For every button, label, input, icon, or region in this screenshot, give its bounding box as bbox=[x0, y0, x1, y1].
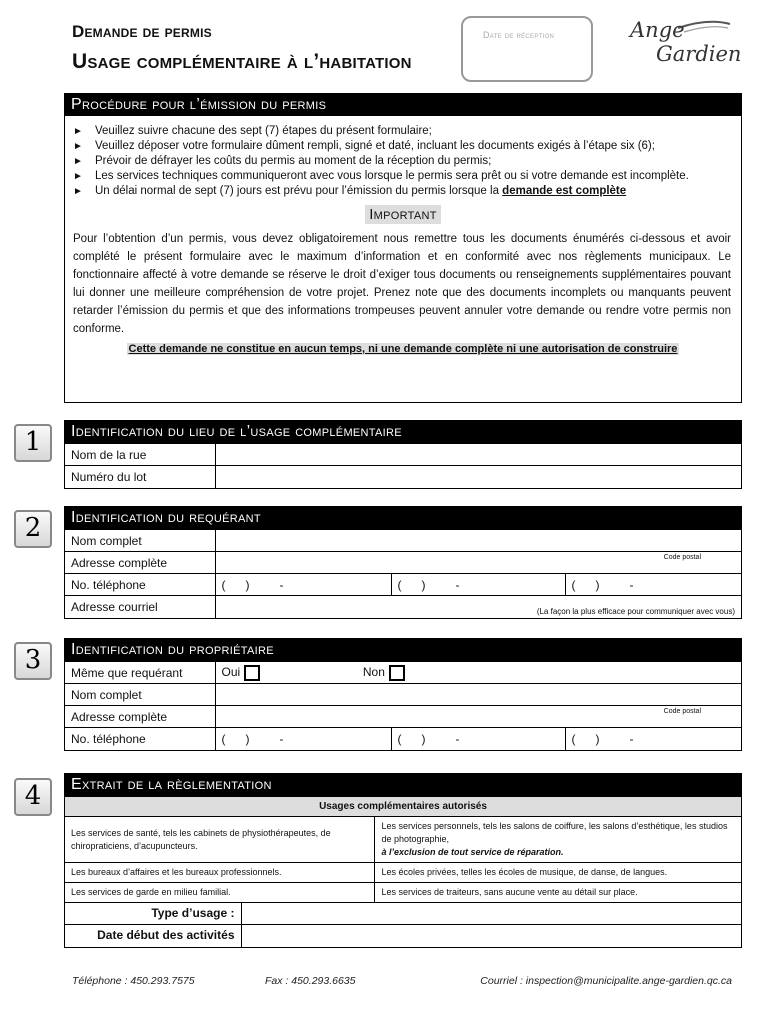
oui-label: Oui bbox=[221, 664, 241, 679]
proprietaire-adresse-field[interactable] bbox=[215, 706, 741, 728]
table-cell: Les écoles privées, telles les écoles de musique, de danse, de langues. bbox=[375, 863, 741, 883]
oui-checkbox[interactable] bbox=[244, 665, 260, 681]
meme-label: Même que requérant bbox=[65, 662, 215, 684]
table-cell-emphasis: à l’exclusion de tout service de réparation. bbox=[381, 847, 564, 857]
step-3-badge: 3 bbox=[14, 642, 52, 680]
code-postal-label: Code postal bbox=[663, 708, 701, 715]
phone-field-2[interactable]: ( ) - bbox=[391, 728, 565, 750]
type-usage-label: Type d’usage : bbox=[65, 903, 241, 925]
step-4-badge: 4 bbox=[14, 778, 52, 816]
phone-field-3[interactable]: ( ) - bbox=[565, 728, 741, 750]
phone-field-1[interactable]: ( ) - bbox=[215, 728, 391, 750]
section-2 bbox=[64, 506, 742, 619]
table-cell: Les services de garde en milieu familial. bbox=[65, 883, 375, 903]
phone-field-1[interactable]: ( ) - bbox=[215, 574, 391, 596]
section-4-heading: Extrait de la règlementation bbox=[65, 774, 741, 796]
logo-text-gardien: Gardien bbox=[656, 42, 742, 66]
section-4 bbox=[64, 773, 742, 948]
courriel-label: Adresse courriel bbox=[65, 596, 215, 618]
form-title: Demande de permis bbox=[72, 22, 212, 41]
reglementation-table-header: Usages complémentaires autorisés bbox=[65, 797, 741, 817]
ange-gardien-logo bbox=[628, 18, 742, 74]
proprietaire-nom-field[interactable] bbox=[215, 684, 741, 706]
proprietaire-tel-label: No. téléphone bbox=[65, 728, 215, 750]
procedure-heading: Procédure pour l’émission du permis bbox=[65, 94, 741, 116]
code-postal-label: Code postal bbox=[663, 554, 701, 561]
proprietaire-adresse-label: Adresse complète bbox=[65, 706, 215, 728]
date-debut-label: Date début des activités bbox=[65, 925, 241, 947]
important-paragraph: Pour l’obtention d’un permis, vous devez obligatoirement nous remettre tous les documents énumérés ci-dessous et avoir complété le présent formulaire avec le maximum d’information et en conformité avec nos règlements municipaux. Le fonctionnaire affecté à votre demande se réserve le droit d’exiger tous documents ou renseignements supplémentaires pouvant lui donner une meilleure compréhension de votre projet. Prenez note que des documents incomplets ou manquants peuvent retarder l’émission du permis et que des informations trompeuses peuvent annuler votre demande ou rendre votre permis non conforme. bbox=[73, 233, 731, 335]
type-usage-field[interactable] bbox=[241, 903, 741, 925]
list-item: ► Les services techniques communiqueront avec vous lorsque le permis sera prêt ou si votre demande est incomplète. bbox=[73, 169, 729, 184]
procedure-section bbox=[64, 93, 742, 403]
bullet5-text: Un délai normal de sept (7) jours est prévu pour l’émission du permis lorsque la bbox=[95, 185, 503, 197]
list-item: ► Prévoir de défrayer les coûts du permis au moment de la réception du permis; bbox=[73, 154, 729, 169]
section-1 bbox=[64, 420, 742, 489]
table-cell bbox=[375, 817, 741, 863]
proprietaire-nom-label: Nom complet bbox=[65, 684, 215, 706]
table-cell: Les services de traiteurs, sans aucune vente au détail sur place. bbox=[375, 883, 741, 903]
table-cell: Les services de santé, tels les cabinets de physiothérapeutes, de chiropraticiens, d’acupuncteurs. bbox=[65, 817, 375, 863]
phone-field-2[interactable]: ( ) - bbox=[391, 574, 565, 596]
table-cell-text: Les services personnels, tels les salons de coiffure, les salons d’esthétique, les studios de photographie, bbox=[381, 821, 728, 844]
form-subtitle: Usage complémentaire à l’habitation bbox=[72, 50, 412, 73]
footer-phone: Téléphone : 450.293.7575 bbox=[72, 975, 195, 987]
rue-field[interactable] bbox=[215, 444, 741, 466]
tel-label: No. téléphone bbox=[65, 574, 215, 596]
logo-text-ange: Ange bbox=[630, 18, 685, 42]
date-reception-label: Date de réception bbox=[483, 30, 555, 40]
date-debut-field[interactable] bbox=[241, 925, 741, 947]
non-checkbox[interactable] bbox=[389, 665, 405, 681]
nom-label: Nom complet bbox=[65, 530, 215, 552]
step-2-badge: 2 bbox=[14, 510, 52, 548]
section-1-heading: Identification du lieu de l’usage complémentaire bbox=[65, 421, 741, 443]
date-reception-box[interactable] bbox=[461, 16, 593, 82]
phone-field-3[interactable]: ( ) - bbox=[565, 574, 741, 596]
nom-field[interactable] bbox=[215, 530, 741, 552]
section-3-heading: Identification du propriétaire bbox=[65, 639, 741, 661]
lot-label: Numéro du lot bbox=[65, 466, 215, 488]
adresse-field[interactable] bbox=[215, 552, 741, 574]
rue-label: Nom de la rue bbox=[65, 444, 215, 466]
section-2-heading: Identification du requérant bbox=[65, 507, 741, 529]
footer-fax: Fax : 450.293.6635 bbox=[265, 975, 356, 987]
bullet5-emphasis: demande est complète bbox=[502, 185, 627, 197]
step-1-badge: 1 bbox=[14, 424, 52, 462]
non-label: Non bbox=[362, 664, 385, 679]
footer-email: Courriel : inspection@municipalite.ange-gardien.qc.ca bbox=[480, 975, 732, 987]
disclaimer: Cette demande ne constitue en aucun temps, ni une demande complète ni une autorisation de construire bbox=[128, 343, 678, 355]
courriel-note: (La façon la plus efficace pour communiquer avec vous) bbox=[536, 606, 735, 616]
list-item bbox=[73, 184, 729, 199]
courriel-field[interactable] bbox=[215, 596, 741, 618]
important-heading: Important bbox=[365, 205, 441, 224]
section-3 bbox=[64, 638, 742, 751]
list-item: ► Veuillez déposer votre formulaire dûment rempli, signé et daté, incluant les documents exigés à l’étape six (6); bbox=[73, 139, 729, 154]
lot-field[interactable] bbox=[215, 466, 741, 488]
table-cell: Les bureaux d’affaires et les bureaux professionnels. bbox=[65, 863, 375, 883]
procedure-list bbox=[65, 116, 741, 199]
list-item: ► Veuillez suivre chacune des sept (7) étapes du présent formulaire; bbox=[73, 124, 729, 139]
adresse-label: Adresse complète bbox=[65, 552, 215, 574]
